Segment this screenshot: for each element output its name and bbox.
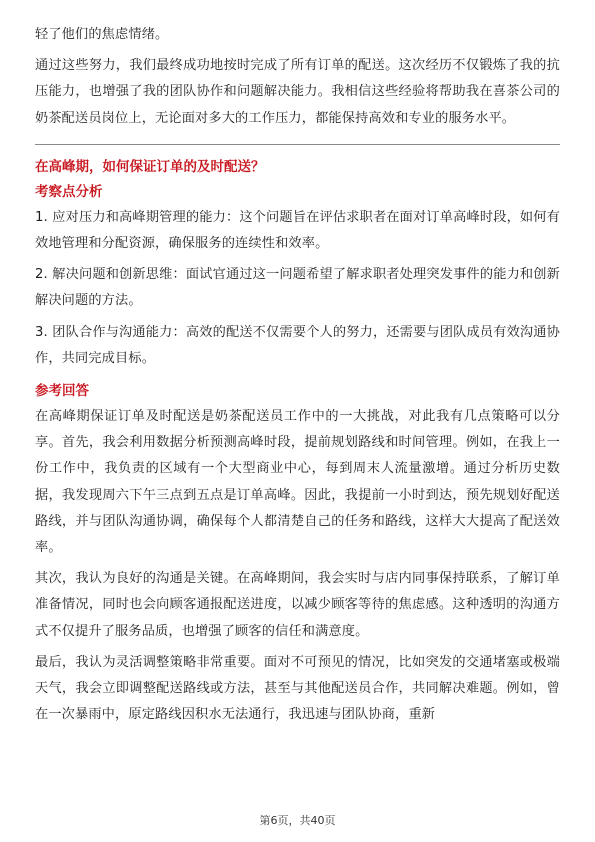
page-number: 第6页，共40页: [259, 814, 336, 827]
analysis-point: 2. 解决问题和创新思维：面试官通过这一问题希望了解求职者处理突发事件的能力和创新解决问题的方法。: [35, 267, 560, 309]
analysis-point: 1. 应对压力和高峰期管理的能力：这个问题旨在评估求职者在面对订单高峰时段，如何有效地管理和分配资源，确保服务的连续性和效率。: [35, 209, 560, 252]
analysis-point: 3. 团队合作与沟通能力：高效的配送不仅需要个人的努力，还需要与团队成员有效沟通协作，共同完成目标。: [35, 324, 560, 366]
answer-paragraph: 最后，我认为灵活调整策略非常重要。面对不可预见的情况，比如突发的交通堵塞或极端天气，我会立即调整配送路线或方法，甚至与其他配送员合作，共同解决难题。例如，曾在一次暴雨中，原定路线因积水无法通行，我迅速与团队协商，重新: [35, 654, 560, 723]
document-page: [35, 22, 560, 733]
answer-paragraph: 其次，我认为良好的沟通是关键。在高峰期间，我会实时与店内同事保持联系，了解订单准备情况，同时也会向顾客通报配送进度，以减少顾客等待的焦虑感。这种透明的沟通方式不仅提升了服务品质，也增强了顾客的信任和满意度。: [35, 571, 560, 639]
paragraph-summary: 通过这些努力，我们最终成功地按时完成了所有订单的配送。这次经历不仅锻炼了我的抗压能力，也增强了我的团队协作和问题解决能力。我相信这些经验将帮助我在喜茶公司的奶茶配送员岗位上，无论面对多大的工作压力，都能保持高效和专业的服务水平。: [35, 58, 560, 126]
answer-heading: 参考回答: [35, 383, 89, 400]
analysis-heading: 考察点分析: [35, 183, 103, 200]
interview-question: 在高峰期，如何保证订单的及时配送？: [35, 158, 265, 175]
answer-paragraph: 在高峰期保证订单及时配送是奶茶配送员工作中的一大挑战，对此我有几点策略可以分享。首先，我会利用数据分析预测高峰时段，提前规划路线和时间管理。例如，在我上一份工作中，我负责的区域有一个大型商业中心，每到周末人流量激增。通过分析历史数据，我发现周六下午三点到五点是订单高峰。因此，我提前一小时到达，预先规划好配送路线，并与团队沟通协调，确保每个人都清楚自己的任务和路线，这样大大提高了配送效率。: [35, 409, 560, 556]
section-divider: [35, 144, 560, 145]
paragraph-continuation: 轻了他们的焦虑情绪。: [35, 27, 169, 42]
